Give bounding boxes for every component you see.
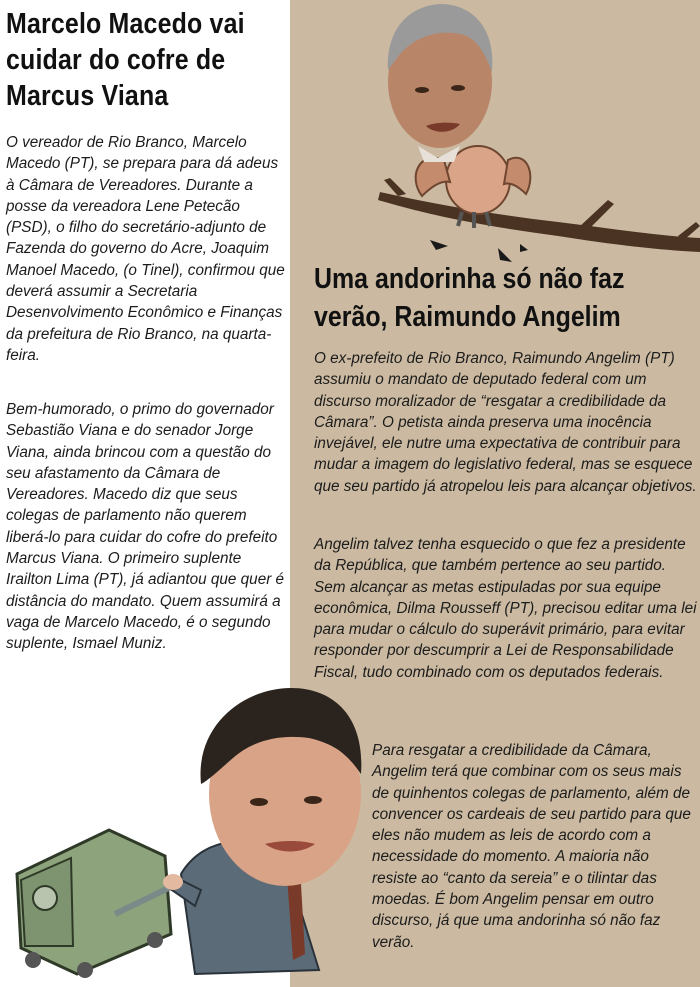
right-article-paragraph: O ex-prefeito de Rio Branco, Raimundo Angelim (PT) assumiu o mandato de deputado federal com um discurso moralizador de “resgatar a credibilidade da Câmara”. O petista ainda preserva uma inocência invejável, ele nutre uma expectativa de contribuir para mudar a imagem do legislativo federal, mas se esquece que seu partido já atropelou leis para alcançar objetivos.: [314, 350, 697, 495]
bird-wing: [416, 158, 450, 196]
left-article-title: Marcelo Macedo vai cuidar do cofre de Marcus Viana: [6, 8, 245, 112]
safe-caricature-illustration: [5, 684, 365, 984]
left-article-paragraph: Bem-humorado, o primo do governador Sebastião Viana e do senador Jorge Viana, ainda brincou com a questão do seu afastamento da Câmara de Vereadores. Macedo diz que seus colegas de parlamento não querem liberá-lo para cuidar do cofre do prefeito Marcus Viana. O primeiro suplente Irailton Lima (PT), já adiantou que quer é distância do mandato. Quem assumirá a vaga de Marcelo Macedo, é o segundo suplente, Ismael Muniz.: [6, 401, 285, 653]
right-article-paragraph: Para resgatar a credibilidade da Câmara, Angelim terá que combinar com os seus mais de quinhentos colegas de parlamento, além de convencer os cardeais de seu partido para que eles não mudem as leis de acordo com a necessidade do momento. A maioria não resiste ao “canto da sereia” e o tilintar das moedas. É bom Angelim pensar em outro discurso, já que uma andorinha só não faz verão.: [372, 742, 691, 951]
eye: [304, 796, 322, 804]
safe-dial: [33, 886, 57, 910]
right-article-title: Uma andorinha só não faz verão, Raimundo Angelim: [314, 263, 625, 333]
hand: [163, 874, 183, 890]
bird-dropping: [520, 244, 528, 252]
bird-dropping: [430, 240, 448, 250]
branch-twig: [678, 222, 700, 240]
safe-wheel: [77, 962, 93, 978]
branch-twig: [384, 178, 406, 196]
safe-wheel: [147, 932, 163, 948]
left-article-paragraph: O vereador de Rio Branco, Marcelo Macedo (PT), se prepara para dá adeus à Câmara de Vereadores. Durante a posse da vereadora Lene Petecão (PSD), o filho do secretário-adjunto de Fazenda do governo do Acre, Joaquim Manoel Macedo, (o Tinel), confirmou que deverá assumir a Secretaria Desenvolvimento Econômico e Finanças da prefeitura de Rio Branco, na quarta-feira.: [6, 134, 285, 364]
eye: [415, 87, 429, 93]
safe-wheel: [25, 952, 41, 968]
right-article-paragraph: Angelim talvez tenha esquecido o que fez a presidente da República, que também pertence ao seu partido. Sem alcançar as metas estipuladas por sua equipe econômica, Dilma Rousseff (PT), precisou editar uma lei para mudar o cálculo do superávit primário, para evitar responder por descumprir a Lei de Responsabilidade Fiscal, tudo combinado com os deputados federais.: [314, 536, 697, 681]
shirt-collar: [418, 146, 460, 162]
eye: [250, 798, 268, 806]
eye: [451, 85, 465, 91]
bird-caricature-illustration: [378, 0, 700, 270]
tree-branch: [378, 192, 700, 252]
